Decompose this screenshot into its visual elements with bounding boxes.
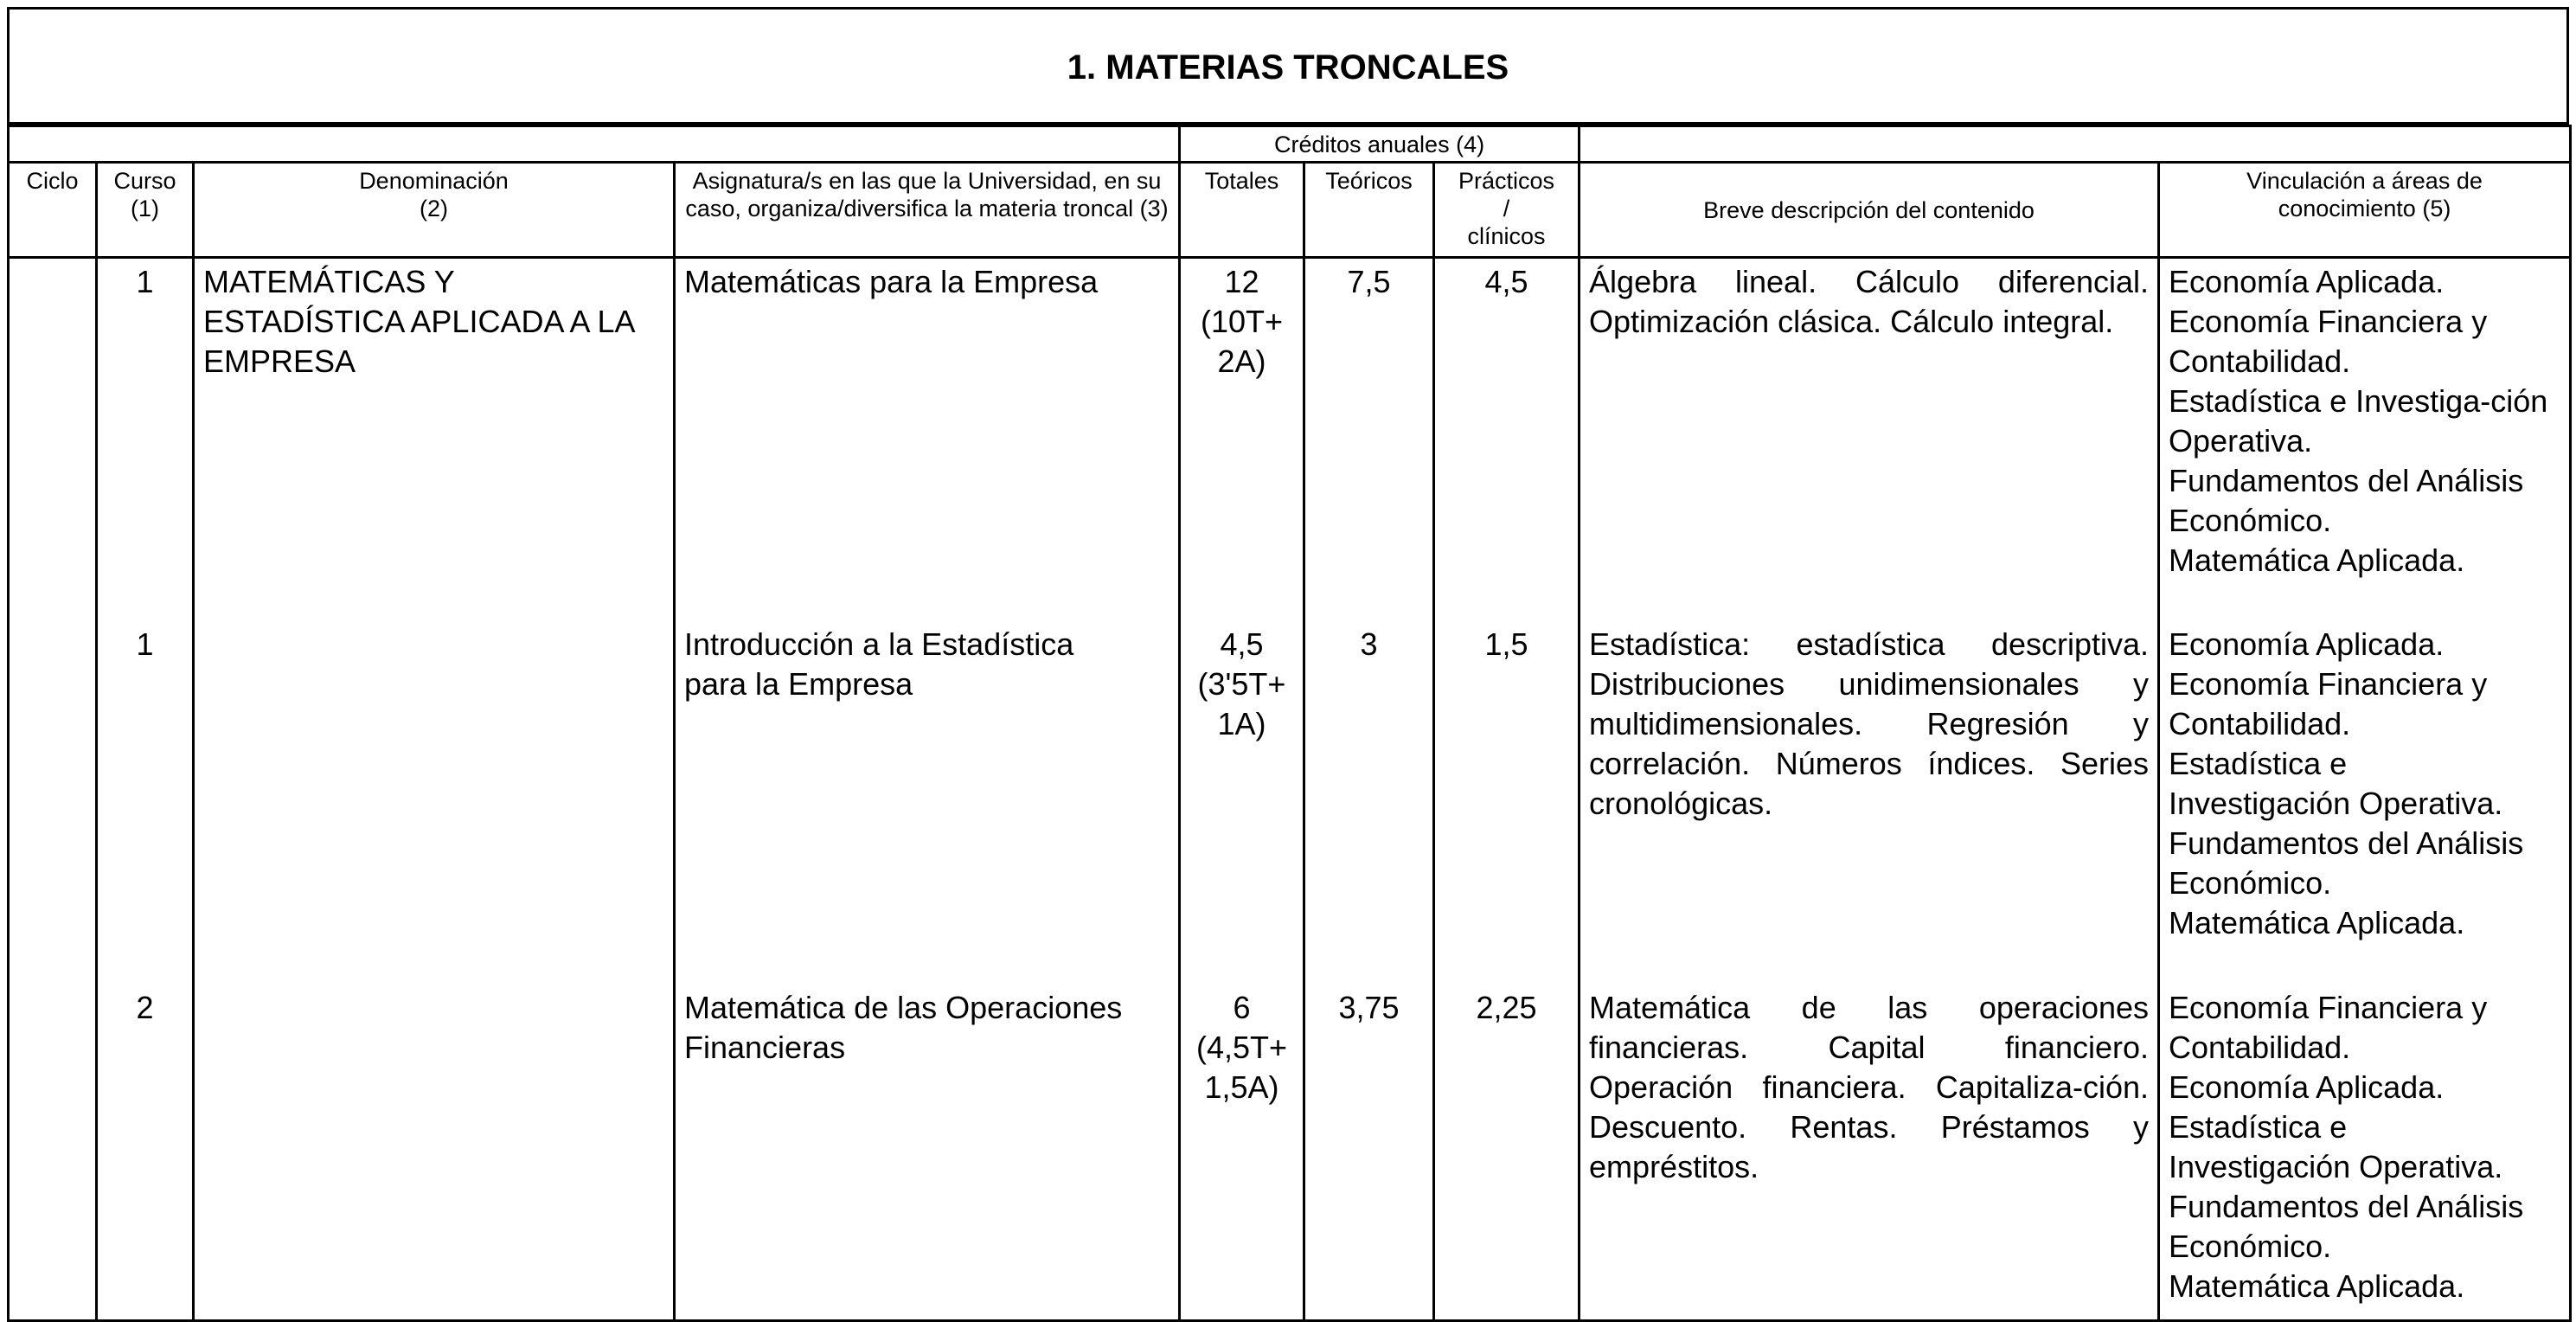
cell-curso: 2 [97, 985, 194, 1321]
materias-table [7, 125, 2572, 1322]
cell-curso: 1 [97, 258, 194, 621]
cell-ciclo [9, 621, 97, 985]
cell-ciclo [9, 985, 97, 1321]
cell-denominacion [194, 621, 675, 985]
cell-denominacion [194, 985, 675, 1321]
header-vinculacion: Vinculación a áreas de conocimiento (5) [2159, 163, 2571, 258]
header-ciclo: Ciclo [9, 163, 97, 258]
cell-totales: 12 (10T+ 2A) [1180, 258, 1304, 621]
header-row [9, 163, 2571, 258]
cell-practicos: 2,25 [1434, 985, 1580, 1321]
cell-denominacion: MATEMÁTICAS Y ESTADÍSTICA APLICADA A LA EMPRESA [194, 258, 675, 621]
header-teoricos: Teóricos [1304, 163, 1434, 258]
cell-descripcion: Matemática de las operaciones financieras. Capital financiero. Operación financiera. Capitaliza-ción. Descuento. Rentas. Préstamos y empréstitos. [1580, 985, 2159, 1321]
cell-teoricos: 3,75 [1304, 985, 1434, 1321]
table-row [9, 621, 2571, 985]
table-row [9, 985, 2571, 1321]
cell-vinculacion: Economía Aplicada. Economía Financiera y Contabilidad. Estadística e Investiga-ción Operativa. Fundamentos del Análisis Económico. Matemática Aplicada. [2159, 258, 2571, 621]
cell-teoricos: 3 [1304, 621, 1434, 985]
cell-practicos: 1,5 [1434, 621, 1580, 985]
cell-asignatura: Matemática de las Operaciones Financieras [675, 985, 1180, 1321]
cell-totales: 4,5 (3'5T+ 1A) [1180, 621, 1304, 985]
header-denominacion: Denominación (2) [194, 163, 675, 258]
creditos-group-header: Créditos anuales (4) [1180, 126, 1580, 163]
cell-asignatura: Matemáticas para la Empresa [675, 258, 1180, 621]
cell-asignatura: Introducción a la Estadística para la Empresa [675, 621, 1180, 985]
cell-vinculacion: Economía Financiera y Contabilidad. Economía Aplicada. Estadística e Investigación Operativa. Fundamentos del Análisis Económico. Matemática Aplicada. [2159, 985, 2571, 1321]
cell-descripcion: Estadística: estadística descriptiva. Distribuciones unidimensionales y multidimensionales. Regresión y correlación. Números índices. Series cronológicas. [1580, 621, 2159, 985]
cell-totales: 6 (4,5T+ 1,5A) [1180, 985, 1304, 1321]
cell-descripcion: Álgebra lineal. Cálculo diferencial. Optimización clásica. Cálculo integral. [1580, 258, 2159, 621]
cell-curso: 1 [97, 621, 194, 985]
cell-vinculacion: Economía Aplicada. Economía Financiera y Contabilidad. Estadística e Investigación Operativa. Fundamentos del Análisis Económico. Matemática Aplicada. [2159, 621, 2571, 985]
header-practicos: Prácticos / clínicos [1434, 163, 1580, 258]
page-title: 1. MATERIAS TRONCALES [1067, 48, 1509, 87]
document-page [7, 7, 2569, 1314]
header-asignatura: Asignatura/s en las que la Universidad, en su caso, organiza/diversifica la materia troncal (3) [675, 163, 1180, 258]
table-row [9, 258, 2571, 621]
cell-teoricos: 7,5 [1304, 258, 1434, 621]
title-box [7, 7, 2569, 125]
cell-ciclo [9, 258, 97, 621]
header-descripcion: Breve descripción del contenido [1580, 163, 2159, 258]
cell-practicos: 4,5 [1434, 258, 1580, 621]
header-curso: Curso (1) [97, 163, 194, 258]
header-totales: Totales [1180, 163, 1304, 258]
header-group-row [9, 126, 2571, 163]
